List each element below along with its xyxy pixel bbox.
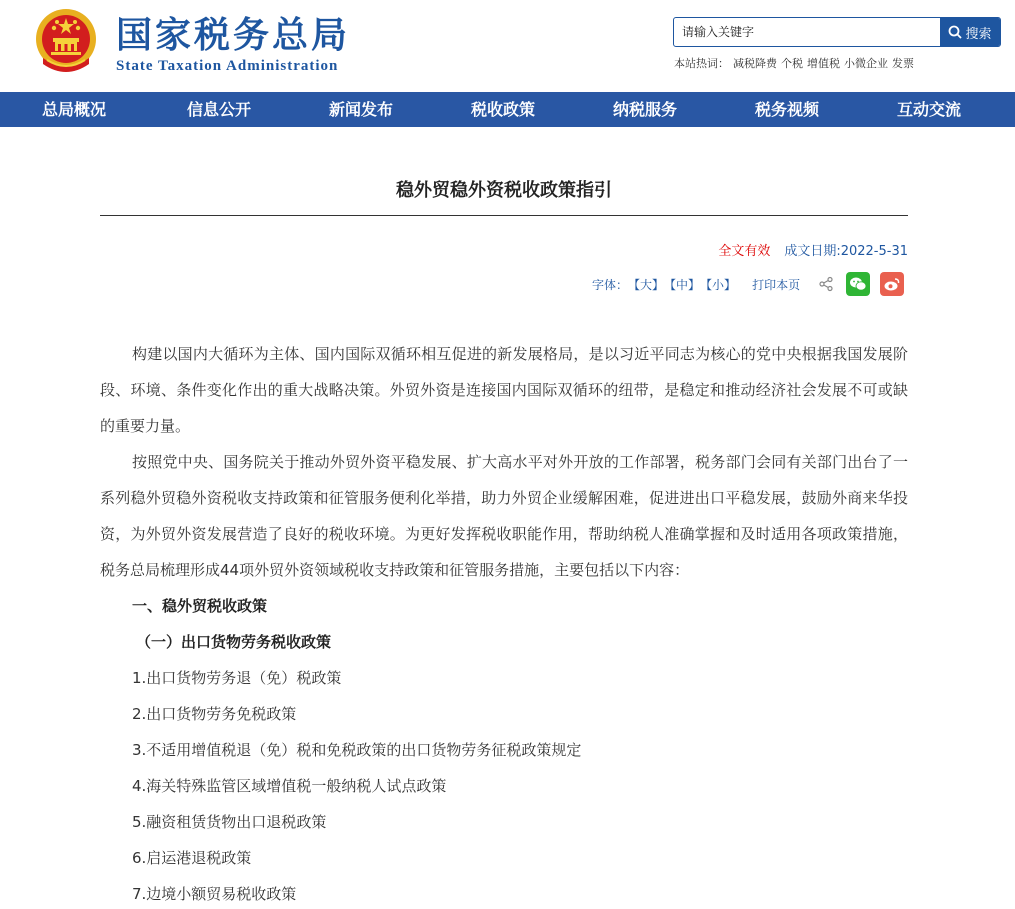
search-input[interactable] [674,18,942,46]
policy-list-item: 5.融资租赁货物出口退税政策 [132,813,327,831]
nav-item-overview[interactable]: 总局概况 [41,100,106,119]
search-button-label: 搜索 [965,26,992,42]
nav-item-news[interactable]: 新闻发布 [328,100,393,119]
hotword-link[interactable]: 个税 [781,57,803,70]
article-tools [592,270,904,298]
title-divider [100,215,908,216]
site-title[interactable]: 国家税务总局 [116,15,351,56]
main-nav [0,92,1015,127]
article-body [100,336,908,909]
font-size-small-link[interactable]: 【小】 [700,277,737,292]
subsection-heading: （一）出口货物劳务税收政策 [136,633,332,651]
search-button[interactable] [940,18,1000,46]
nav-item-tax-video[interactable]: 税务视频 [754,100,819,119]
nav-item-interaction[interactable]: 互动交流 [896,100,961,119]
policy-list-item: 1.出口货物劳务退（免）税政策 [132,669,342,687]
hotwords-bar [674,55,918,71]
print-page-link[interactable]: 打印本页 [752,277,801,292]
hotword-link[interactable]: 小微企业 [844,57,888,70]
share-icon[interactable] [818,276,834,292]
site-header [0,0,1015,92]
section-heading: 一、稳外贸税收政策 [132,597,268,615]
font-size-label: 字体： [592,277,629,292]
validity-status: 全文有效 [718,244,771,259]
nav-item-taxpayer-service[interactable]: 纳税服务 [612,100,677,119]
policy-list-item: 4.海关特殊监管区域增值税一般纳税人试点政策 [132,777,447,795]
site-title-english[interactable]: State Taxation Administration [116,58,339,74]
hotword-link[interactable]: 减税降费 [733,57,777,70]
nav-item-tax-policy[interactable]: 税收政策 [470,100,535,119]
article-paragraph: 按照党中央、国务院关于推动外贸外资平稳发展、扩大高水平对外开放的工作部署，税务部门会同有关部门出台了一系列稳外贸稳外资税收支持政策和征管服务便利化举措，助力外贸企业缓解困难，促进进出口平稳发展，鼓励外商来华投资，为外贸外资发展营造了良好的税收环境。为更好发挥税收职能作用，帮助纳税人准确掌握和及时适用各项政策措施，税务总局梳理形成44项外贸外资领域税收支持政策和征管服务措施，主要包括以下内容： [100,453,908,579]
hotword-link[interactable]: 增值税 [807,57,840,70]
national-emblem-icon[interactable] [33,8,99,76]
policy-list-item: 7.边境小额贸易税收政策 [132,885,297,903]
search-box [673,17,1001,47]
hotword-link[interactable]: 发票 [892,57,914,70]
policy-list-item: 3.不适用增值税退（免）税和免税政策的出口货物劳务征税政策规定 [132,741,582,759]
article-title: 稳外贸稳外资税收政策指引 [396,180,612,201]
nav-item-info-disclosure[interactable]: 信息公开 [186,100,251,119]
article-paragraph: 构建以国内大循环为主体、国内国际双循环相互促进的新发展格局，是以习近平同志为核心的党中央根据我国发展阶段、环境、条件变化作出的重大战略决策。外贸外资是连接国内国际双循环的纽带，是稳定和推动经济社会发展不可或缺的重要力量。 [100,345,908,435]
search-icon [948,25,965,39]
hotwords-label: 本站热词： [674,57,729,70]
issue-date: 成文日期:2022-5-31 [784,244,908,259]
policy-list-item: 6.启运港退税政策 [132,849,252,867]
font-size-medium-link[interactable]: 【中】 [664,277,701,292]
weibo-icon[interactable] [880,272,904,296]
font-size-large-link[interactable]: 【大】 [628,277,665,292]
article-meta [718,240,908,259]
wechat-icon[interactable] [846,272,870,296]
policy-list-item: 2.出口货物劳务免税政策 [132,705,297,723]
